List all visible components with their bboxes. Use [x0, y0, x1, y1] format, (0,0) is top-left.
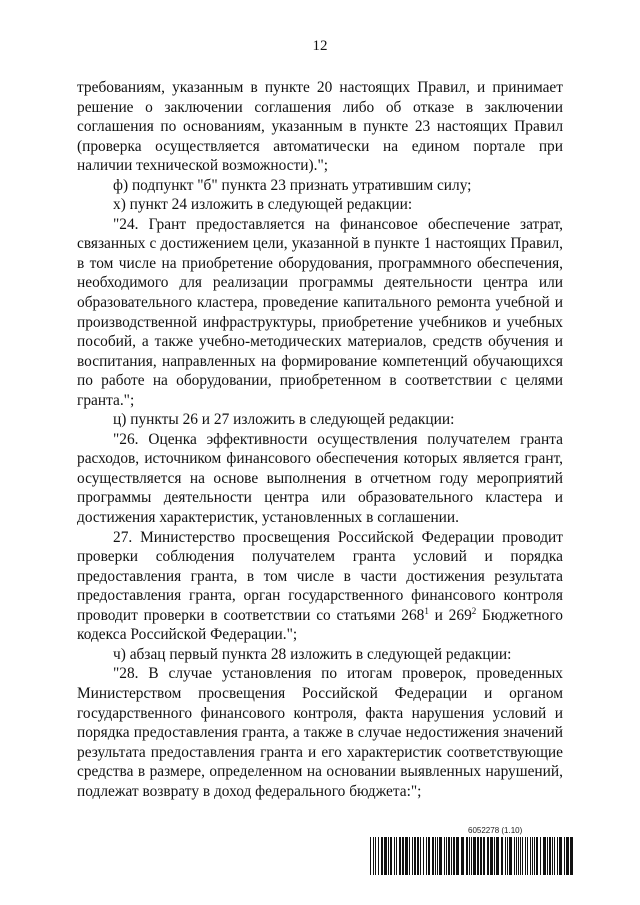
superscript-2: 2	[471, 605, 477, 616]
barcode-icon	[370, 837, 573, 875]
paragraph-subitem-ts: ц) пункты 26 и 27 изложить в следующей редакции:	[113, 411, 455, 429]
document-body	[77, 78, 563, 801]
paragraph-point-24: "24. Грант предоставляется на финансовое обеспечение затрат, связанных с достижением цели, указанной в пункте 1 настоящих Правил, в том числе на приобретение оборудования, программного обеспечения, необходимого для реализации программы деятельности центра или образовательного кластера, проведение капитального ремонта учебной и производственной инфраструктуры, приобретение учебников и учебных пособий, а также учебно-методических материалов, средств обучения и воспитания, направленных на формирование компетенций обучающихся по работе на оборудовании, приобретенном в соответствии с целями гранта.";	[77, 215, 563, 409]
paragraph-subitem-ch: ч) абзац первый пункта 28 изложить в следующей редакции:	[113, 645, 512, 663]
paragraph-subitem-kh: х) пункт 24 изложить в следующей редакции:	[113, 196, 413, 214]
paragraph-subitem-f: ф) подпункт "б" пункта 23 признать утратившим силу;	[113, 176, 472, 194]
paragraph-point-26: "26. Оценка эффективности осуществления получателем гранта расходов, источником финансового обеспечения которых является грант, осуществляется на основе выполнения в отчетном году мероприятий программы деятельности центра или образовательного кластера и достижения характеристик, установленных в соглашении.	[77, 430, 563, 527]
barcode-block	[370, 826, 573, 878]
barcode-caption: 6052278 (1.10)	[468, 826, 523, 835]
point-27-text-end: Бюджетного кодекса Российской Федерации.";	[77, 606, 563, 644]
paragraph-point-27	[77, 528, 563, 645]
point-27-text: 27. Министерство просвещения Российской Федерации проводит проверки соблюдения получателем гранта условий и порядка предоставления гранта, в том числе в части достижения результата предоставления гранта, орган государственного финансового контроля проводит проверки в соответствии со статьями 268	[77, 528, 563, 624]
superscript-1: 1	[424, 605, 429, 616]
paragraph-point-28: "28. В случае установления по итогам проверок, проведенных Министерством просвещения Российской Федерации и органом государственного финансового контроля, факта нарушения условий и порядка предоставления гранта, а также в случае недостижения значений результата предоставления гранта и его характеристик соответствующие средства в размере, определенном на основании выявленных нарушений, подлежат возврату в доход федерального бюджета:";	[77, 665, 563, 800]
paragraph-continuation: требованиям, указанным в пункте 20 настоящих Правил, и принимает решение о заключении соглашения либо об отказе в заключении соглашения по основаниям, указанным в пункте 23 настоящих Правил (проверка осуществляется автоматически на едином портале при наличии технической возможности).";	[77, 79, 563, 175]
page-number: 12	[312, 38, 328, 54]
point-27-text-mid: и 269	[428, 606, 472, 624]
